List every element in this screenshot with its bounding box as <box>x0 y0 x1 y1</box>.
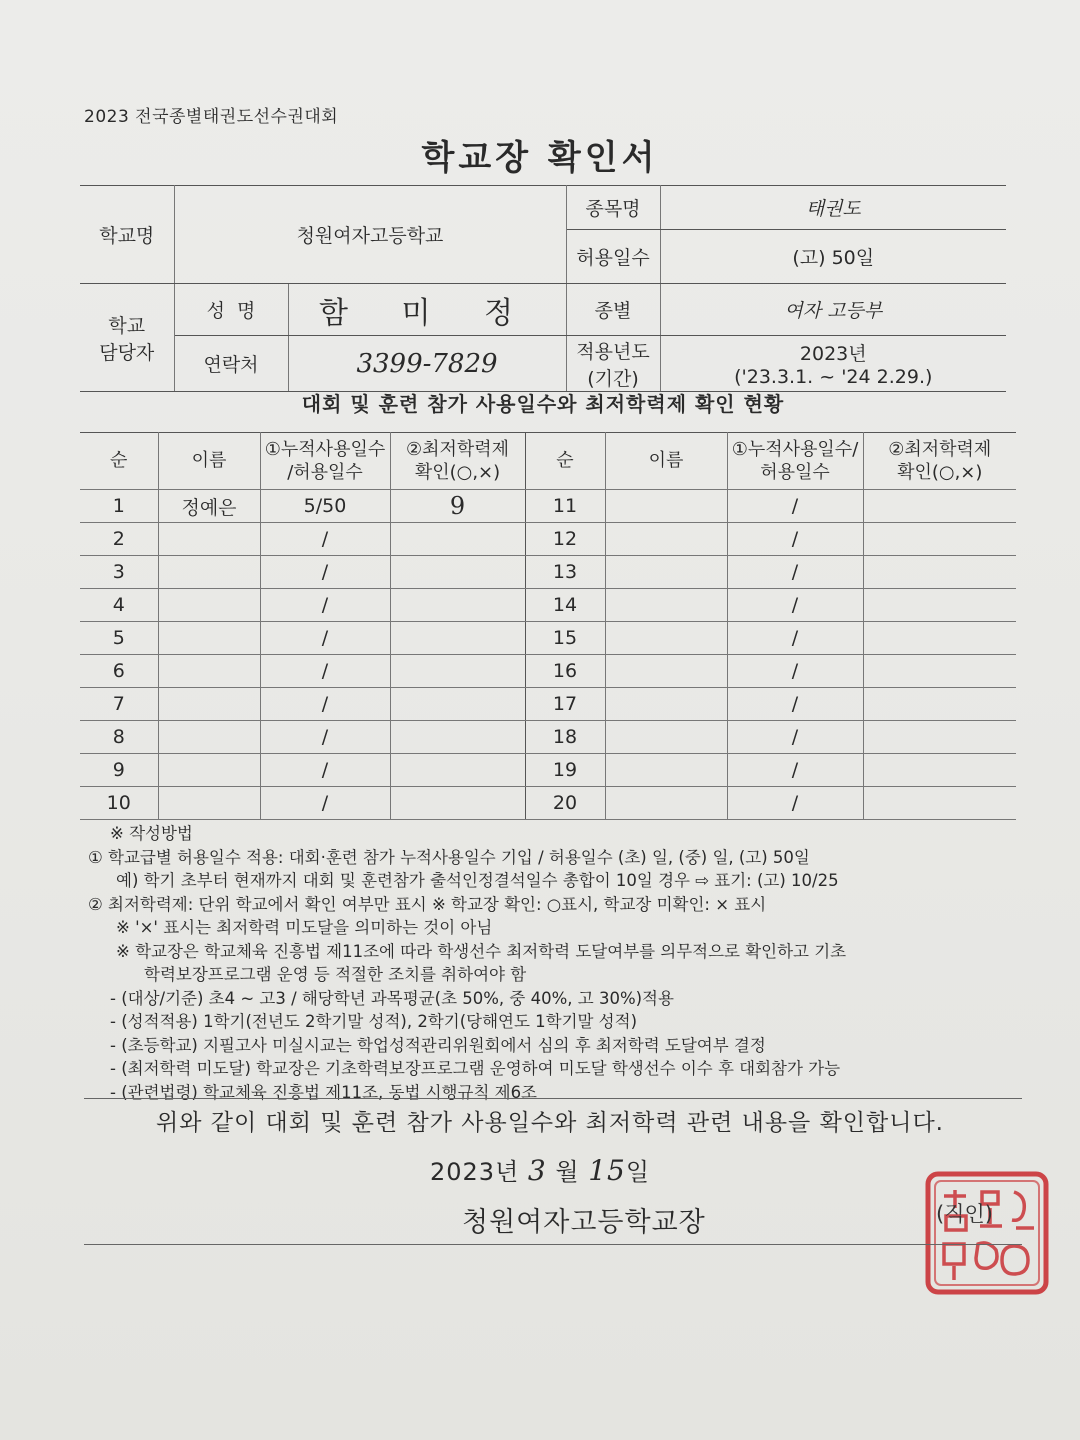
note-1: ① 학교급별 허용일수 적용: 대회·훈련 참가 누적사용일수 기입 / 허용일수 (초) 일, (중) 일, (고) 50일 <box>88 847 810 867</box>
notes-heading: ※ 작성방법 <box>110 824 193 843</box>
table-row <box>80 523 1016 556</box>
row-days-left: / <box>260 787 390 820</box>
table-row <box>80 688 1016 721</box>
row-check-left <box>390 721 525 754</box>
row-name-right <box>605 589 727 622</box>
seal-label: (직인) <box>936 1202 993 1226</box>
row-no-right: 11 <box>525 490 605 523</box>
row-check-right <box>863 721 1016 754</box>
row-no-left: 3 <box>80 556 158 589</box>
division-value: 여자 고등부 <box>660 284 1006 336</box>
row-days-right: / <box>727 523 863 556</box>
row-days-left: / <box>260 688 390 721</box>
row-days-right: / <box>727 589 863 622</box>
row-check-left <box>390 655 525 688</box>
header-no-left: 순 <box>80 433 158 490</box>
row-no-right: 12 <box>525 523 605 556</box>
row-no-right: 20 <box>525 787 605 820</box>
row-name-right <box>605 655 727 688</box>
row-no-right: 18 <box>525 721 605 754</box>
year-text: 2023년 <box>799 343 867 365</box>
period-text: ('23.3.1. ~ '24 2.29.) <box>734 366 933 388</box>
row-name-left <box>158 688 260 721</box>
row-check-right <box>863 556 1016 589</box>
date-day-handwritten: 15 <box>588 1154 626 1187</box>
divider-bottom <box>84 1244 1022 1245</box>
row-name-left <box>158 556 260 589</box>
row-days-left: / <box>260 622 390 655</box>
row-no-left: 5 <box>80 622 158 655</box>
signer-title: 청원여자고등학교장 <box>462 1207 706 1238</box>
row-days-right: / <box>727 721 863 754</box>
row-check-left <box>390 556 525 589</box>
date-year: 2023년 <box>430 1158 520 1186</box>
table-row <box>80 622 1016 655</box>
note-2: ② 최저학력제: 단위 학교에서 확인 여부만 표시 ※ 학교장 확인: ○표시, 학교장 미확인: × 표시 <box>88 894 767 914</box>
row-check-left: 9 <box>390 490 525 523</box>
event-title: 2023 전국종별태권도선수권대회 <box>84 107 339 127</box>
row-name-left <box>158 523 260 556</box>
row-check-right <box>863 523 1016 556</box>
table-row <box>80 787 1016 820</box>
row-days-right: / <box>727 490 863 523</box>
date-day-label: 일 <box>625 1158 651 1186</box>
contact-label-line1: 학교 <box>108 314 146 337</box>
row-days-right: / <box>727 754 863 787</box>
school-name: 청원여자고등학교 <box>174 186 566 284</box>
note-1-example: 예) 학기 초부터 현재까지 대회 및 훈련참가 출석인정결석일수 총합이 10일 경우 ⇨ 표기: (고) 10/25 <box>116 871 839 890</box>
official-seal-icon <box>922 1168 1052 1298</box>
header-min-r-line2: 확인(○,×) <box>897 462 983 483</box>
row-check-right <box>863 490 1016 523</box>
row-check-right <box>863 787 1016 820</box>
header-days-line1: ①누적사용일수 <box>264 438 386 460</box>
row-name-right <box>605 754 727 787</box>
row-check-left <box>390 622 525 655</box>
row-name-left <box>158 721 260 754</box>
header-min-line1: ②최저학력제 <box>405 438 510 460</box>
row-check-left <box>390 688 525 721</box>
header-name-left: 이름 <box>158 433 260 490</box>
row-name-left <box>158 622 260 655</box>
divider-top <box>84 1098 1022 1099</box>
row-days-right: / <box>727 688 863 721</box>
row-name-right <box>605 490 727 523</box>
row-check-right <box>863 589 1016 622</box>
header-days-line2: /허용일수 <box>287 462 363 483</box>
row-name-left <box>158 655 260 688</box>
row-check-left <box>390 754 525 787</box>
header-days-r-line1: ①누적사용일수/ <box>731 438 859 460</box>
row-no-left: 4 <box>80 589 158 622</box>
document-title: 학교장 확인서 <box>421 138 659 178</box>
header-min-right <box>863 433 1016 490</box>
row-name-right <box>605 556 727 589</box>
note-2c: 학력보장프로그램 운영 등 적절한 조치를 취하여야 함 <box>144 965 527 984</box>
row-check-left <box>390 787 525 820</box>
row-name-right <box>605 787 727 820</box>
detail-3: - (초등학교) 지필고사 미실시교는 학업성적관리위원회에서 심의 후 최저학력 도달여부 결정 <box>110 1035 766 1055</box>
table-row <box>80 655 1016 688</box>
row-days-right: / <box>727 787 863 820</box>
header-name-right: 이름 <box>605 433 727 490</box>
allowed-days-value: (고) 50일 <box>660 230 1006 284</box>
row-no-right: 13 <box>525 556 605 589</box>
row-days-left: 5/50 <box>260 490 390 523</box>
grid-body <box>80 490 1016 820</box>
header-no-right: 순 <box>525 433 605 490</box>
row-days-left: / <box>260 523 390 556</box>
header-days-right <box>727 433 863 490</box>
section-title: 대회 및 훈련 참가 사용일수와 최저학력제 확인 현황 <box>301 392 785 416</box>
row-no-right: 15 <box>525 622 605 655</box>
phone-handwritten: 3399-7829 <box>288 336 566 392</box>
document-date <box>430 1152 650 1187</box>
school-label: 학교명 <box>80 186 174 284</box>
detail-5: - (관련법령) 학교체육 진흥법 제11조, 동법 시행규칙 제6조 <box>110 1082 537 1102</box>
row-no-right: 16 <box>525 655 605 688</box>
row-no-left: 9 <box>80 754 158 787</box>
row-days-left: / <box>260 655 390 688</box>
row-name-right <box>605 523 727 556</box>
table-row <box>80 556 1016 589</box>
note-2b: ※ 학교장은 학교체육 진흥법 제11조에 따라 학생선수 최저학력 도달여부를 의무적으로 확인하고 기초 <box>116 941 847 961</box>
row-check-left <box>390 589 525 622</box>
contact-label-line2: 담당자 <box>99 341 155 364</box>
header-min-left <box>390 433 525 490</box>
phone-label: 연락처 <box>174 336 288 392</box>
row-check-left <box>390 523 525 556</box>
writing-instructions <box>88 822 1028 1104</box>
division-label: 종별 <box>566 284 660 336</box>
row-days-right: / <box>727 655 863 688</box>
row-no-left: 6 <box>80 655 158 688</box>
row-no-right: 19 <box>525 754 605 787</box>
table-row <box>80 490 1016 523</box>
allowed-days-label: 허용일수 <box>566 230 660 284</box>
row-name-left <box>158 589 260 622</box>
date-month-handwritten: 3 <box>527 1154 547 1187</box>
row-name-right <box>605 622 727 655</box>
note-2a: ※ '×' 표시는 최저학력 미도달을 의미하는 것이 아님 <box>116 918 493 937</box>
row-days-left: / <box>260 589 390 622</box>
row-name-left <box>158 754 260 787</box>
detail-4: - (최저학력 미도달) 학교장은 기초학력보장프로그램 운영하여 미도달 학생선수 이수 후 대회참가 가능 <box>110 1059 841 1078</box>
year-label-line1: 적용년도 <box>576 340 650 363</box>
name-label: 성 명 <box>174 284 288 336</box>
row-check-right <box>863 688 1016 721</box>
row-check-right <box>863 655 1016 688</box>
row-no-left: 10 <box>80 787 158 820</box>
name-handwritten: 함 미 정 <box>288 284 566 336</box>
row-name-left: 정예은 <box>158 490 260 523</box>
row-days-left: / <box>260 754 390 787</box>
header-days-r-line2: 허용일수 <box>760 462 830 483</box>
row-name-right <box>605 688 727 721</box>
year-label-line2: (기간) <box>587 367 639 390</box>
table-row <box>80 721 1016 754</box>
row-name-left <box>158 787 260 820</box>
row-no-right: 17 <box>525 688 605 721</box>
header-days-left <box>260 433 390 490</box>
row-no-right: 14 <box>525 589 605 622</box>
header-min-line2: 확인(○,×) <box>414 462 501 483</box>
sport-label: 종목명 <box>566 186 660 230</box>
row-days-right: / <box>727 556 863 589</box>
year-label <box>566 336 660 392</box>
header-min-r-line1: ②최저학력제 <box>888 438 992 460</box>
row-no-left: 7 <box>80 688 158 721</box>
row-days-right: / <box>727 622 863 655</box>
row-days-left: / <box>260 556 390 589</box>
info-table <box>80 185 1006 392</box>
date-month-label: 월 <box>555 1158 580 1186</box>
row-name-right <box>605 721 727 754</box>
row-no-left: 8 <box>80 721 158 754</box>
table-row <box>80 589 1016 622</box>
detail-1: - (대상/기준) 초4 ~ 고3 / 해당학년 과목평균(초 50%, 중 40%, 고 30%)적용 <box>110 988 674 1008</box>
row-no-left: 2 <box>80 523 158 556</box>
row-check-right <box>863 622 1016 655</box>
detail-2: - (성적적용) 1학기(전년도 2학기말 성적), 2학기(당해연도 1학기말 성적) <box>110 1012 638 1031</box>
contact-person-label <box>80 284 174 392</box>
row-check-right <box>863 754 1016 787</box>
row-days-left: / <box>260 721 390 754</box>
usage-grid <box>80 432 1016 820</box>
confirmation-statement: 위와 같이 대회 및 훈련 참가 사용일수와 최저학력 관련 내용을 확인합니다. <box>156 1110 944 1136</box>
row-no-left: 1 <box>80 490 158 523</box>
year-value <box>660 336 1006 392</box>
sport-value: 태권도 <box>660 186 1006 230</box>
table-row <box>80 754 1016 787</box>
